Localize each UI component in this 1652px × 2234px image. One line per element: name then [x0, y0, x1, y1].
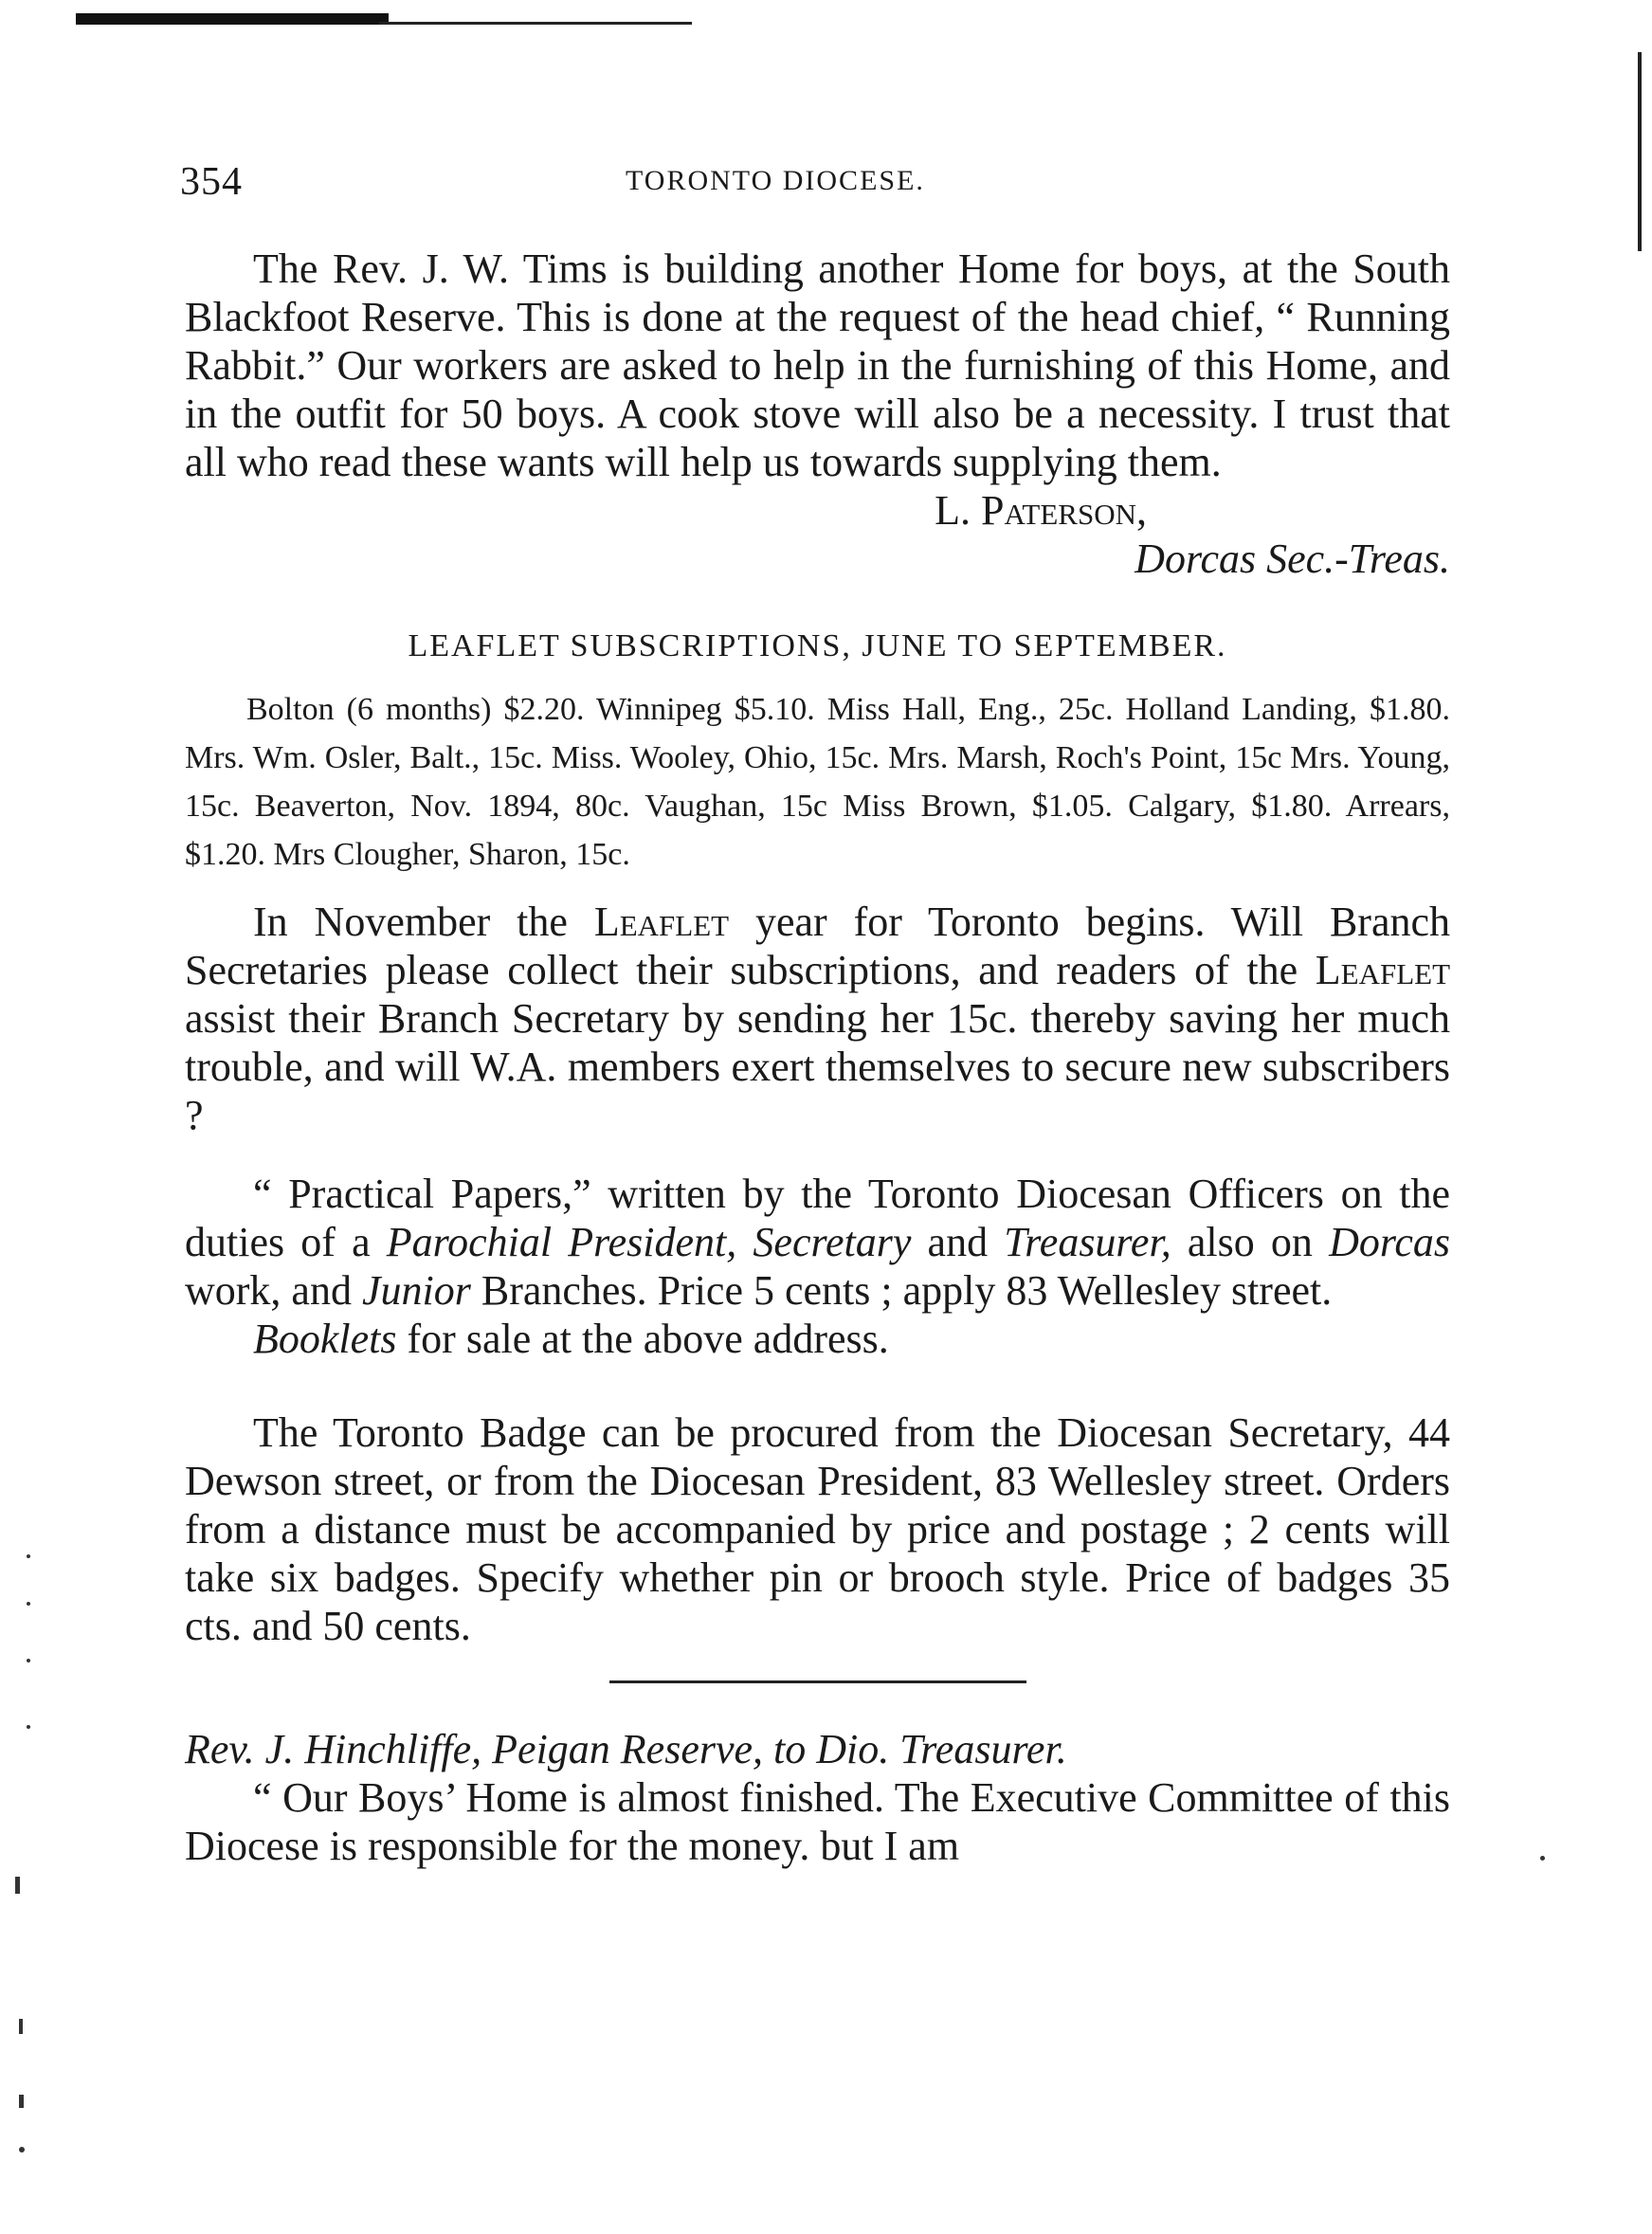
- scan-speck: [27, 1725, 30, 1729]
- section-divider: [609, 1680, 1026, 1683]
- scan-speck: [19, 2147, 25, 2152]
- p3-dorcas: Dorcas: [1329, 1219, 1450, 1265]
- top-scan-rule: [76, 13, 692, 27]
- top-rule-thin: [379, 22, 692, 25]
- scan-speck: [15, 1877, 20, 1894]
- page-body: [185, 245, 1450, 1870]
- scan-speck: [1540, 1856, 1545, 1861]
- signature-title: [185, 535, 1450, 583]
- scan-speck: [27, 1659, 30, 1662]
- p2-text-c: assist their Branch Secretary by sending her 15c. thereby saving her much trouble, and will W.A. members exert themselves to secure new subscribers ?: [185, 995, 1450, 1138]
- paragraph-toronto-badge: The Toronto Badge can be procured from the Diocesan Secretary, 44 Dewson street, or from the Diocesan President, 83 Wellesley street. Orders from a distance must be accompanied by price and postage ; 2 cents will take six badges. Specify whether pin or brooch style. Price of badges 35 cts. and 50 cents.: [185, 1409, 1450, 1649]
- running-head: [180, 159, 1450, 216]
- paragraph-leaflet-year: [185, 898, 1450, 1139]
- p3-text-c: work, and: [185, 1267, 362, 1314]
- subscriptions-heading: LEAFLET SUBSCRIPTIONS, JUNE TO SEPTEMBER.: [408, 628, 1227, 663]
- signature-name-initial: L. P: [935, 487, 1005, 534]
- p4-rest: for sale at the above address.: [396, 1316, 889, 1362]
- paragraph-booklets: [185, 1315, 1450, 1363]
- p4-booklets: Booklets: [253, 1316, 397, 1362]
- p2-leaflet-1: Leaflet: [593, 899, 730, 945]
- running-title: TORONTO DIOCESE.: [626, 165, 925, 196]
- scan-speck: [27, 1602, 30, 1606]
- p2-leaflet-2: Leaflet: [1315, 947, 1450, 993]
- page-number: 354: [180, 160, 243, 204]
- p3-parochial: Parochial President, Secretary: [386, 1219, 912, 1265]
- p3-treasurer: Treasurer,: [1004, 1219, 1171, 1265]
- p3-and: and: [911, 1219, 1005, 1265]
- p3-text-b: also on: [1171, 1219, 1330, 1265]
- scan-speck: [19, 2019, 23, 2034]
- signature-name-rest: aterson,: [1004, 487, 1147, 534]
- p3-text-d: Branches. Price 5 cents ; apply 83 Wellesley street.: [470, 1267, 1333, 1314]
- signature-title-text: Dorcas Sec.-Treas.: [1135, 536, 1450, 582]
- paragraph-boys-home: “ Our Boys’ Home is almost finished. The Executive Committee of this Diocese is responsible for the money. but I am: [185, 1774, 1450, 1869]
- p3-junior: Junior: [361, 1267, 471, 1314]
- scan-speck: [19, 2095, 24, 2108]
- letter-heading: Rev. J. Hinchliffe, Peigan Reserve, to Dio. Treasurer.: [185, 1726, 1067, 1772]
- p2-text-a: In November the: [253, 899, 594, 945]
- paragraph-practical-papers: [185, 1170, 1450, 1315]
- top-rule-thick: [76, 13, 389, 25]
- p3-text-a: “ Practical Papers,” written by the Toronto Diocesan Officers on the duties of a: [185, 1171, 1450, 1265]
- paragraph-tims-home: The Rev. J. W. Tims is building another Home for boys, at the South Blackfoot Reserve. This is done at the request of the head chief, “ Running Rabbit.” Our workers are asked to help in the furnishing of this Home, and in the outfit for 50 boys. A cook stove will also be a necessity. I trust that all who read these wants will help us towards supplying them.: [185, 245, 1450, 485]
- signature-name: [185, 486, 1450, 535]
- p2-text-b: year for Toronto begins. Will Branch Secretaries please collect their subscriptions, and readers of the: [185, 899, 1451, 993]
- scan-speck: [27, 1554, 30, 1558]
- subscriptions-list: Bolton (6 months) $2.20. Winnipeg $5.10. Miss Hall, Eng., 25c. Holland Landing, $1.80. Mrs. Wm. Osler, Balt., 15c. Miss. Wooley, Ohio, 15c. Mrs. Marsh, Roch's Point, 15c Mrs. Young, 15c. Beaverton, Nov. 1894, 80c. Vaughan, 15c Miss Brown, $1.05. Calgary, $1.80. Arrears, $1.20. Mrs Clougher, Sharon, 15c.: [185, 692, 1450, 872]
- right-edge-scan-mark: [1638, 52, 1642, 251]
